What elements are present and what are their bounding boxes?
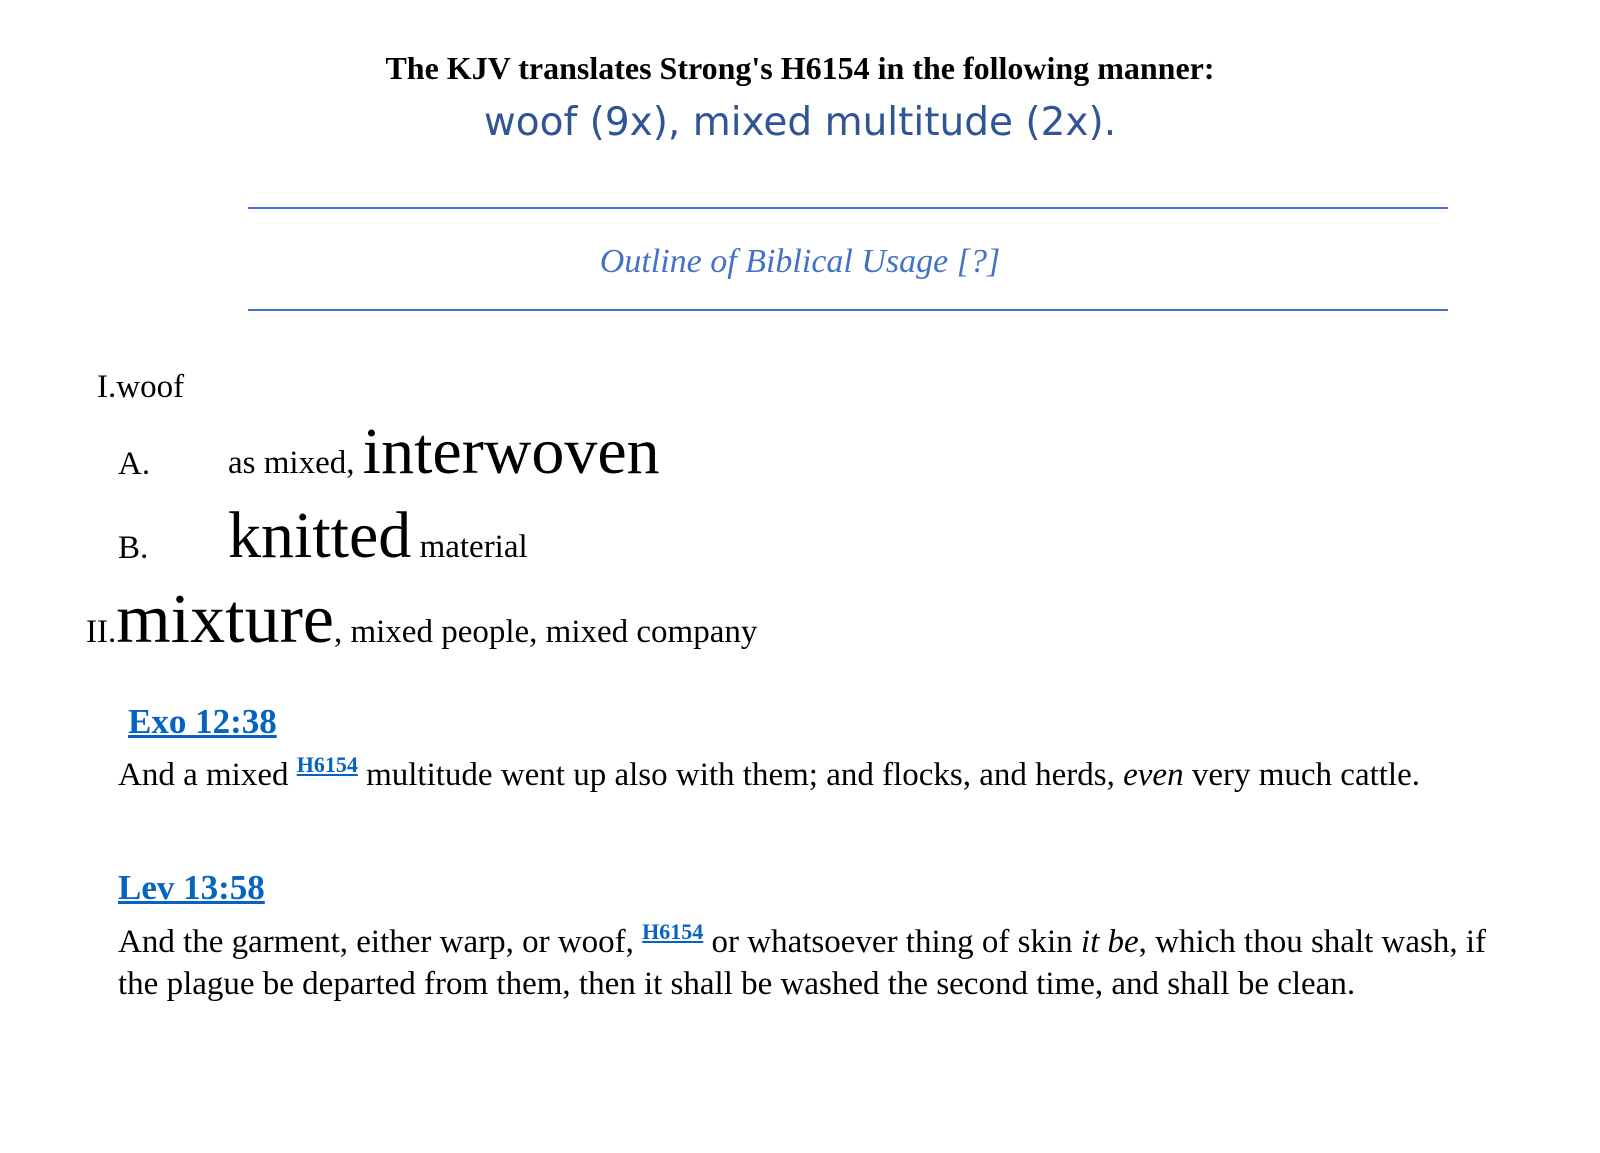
verse-reference-link[interactable]: Lev 13:58 bbox=[118, 868, 265, 907]
divider-bottom bbox=[248, 309, 1448, 311]
page-heading: The KJV translates Strong's H6154 in the following manner: bbox=[385, 50, 1215, 86]
verse-reference-exo[interactable] bbox=[128, 702, 277, 742]
outline-item-emphasis: knitted bbox=[228, 499, 412, 572]
outline-item-text: material bbox=[411, 529, 528, 565]
verse-text-exo: And a mixed $^{H6154}$ multitude went up also with them; and flocks, and herds, even very much cattle. bbox=[118, 752, 1420, 793]
strongs-number-link[interactable]: H6154 bbox=[642, 919, 704, 944]
strongs-number-link[interactable]: H6154 bbox=[296, 752, 358, 777]
divider-top bbox=[248, 207, 1448, 209]
outline-item-marker: II. bbox=[86, 614, 117, 650]
outline-item-text: woof bbox=[116, 369, 185, 405]
outline-item-text: as mixed, bbox=[228, 445, 363, 481]
outline-item-text: , mixed people, mixed company bbox=[333, 614, 758, 650]
outline-item-1 bbox=[97, 369, 184, 406]
translation-summary: woof (9x), mixed multitude (2x). bbox=[483, 100, 1117, 145]
verse-reference-lev[interactable] bbox=[118, 868, 265, 908]
outline-item-emphasis: mixture bbox=[116, 581, 334, 658]
outline-item-marker: I. bbox=[97, 369, 117, 405]
outline-item-1a bbox=[228, 412, 660, 503]
outline-item-1a-marker: A. bbox=[118, 446, 151, 482]
outline-title[interactable]: Outline of Biblical Usage [?] bbox=[599, 243, 1001, 280]
verse-text-lev: And the garment, either warp, or woof, $^{H6154}$ or whatsoever thing of skin it be, which thou shalt wash, if the plague be departed from them, then it shall be washed the second time, and shall be clean. bbox=[118, 919, 1487, 1002]
outline-item-emphasis: interwoven bbox=[362, 415, 660, 488]
outline-item-1b-marker: B. bbox=[118, 530, 149, 566]
outline-item-2 bbox=[86, 578, 757, 674]
outline-item-1b bbox=[228, 496, 528, 587]
verse-reference-link[interactable]: Exo 12:38 bbox=[128, 702, 277, 741]
